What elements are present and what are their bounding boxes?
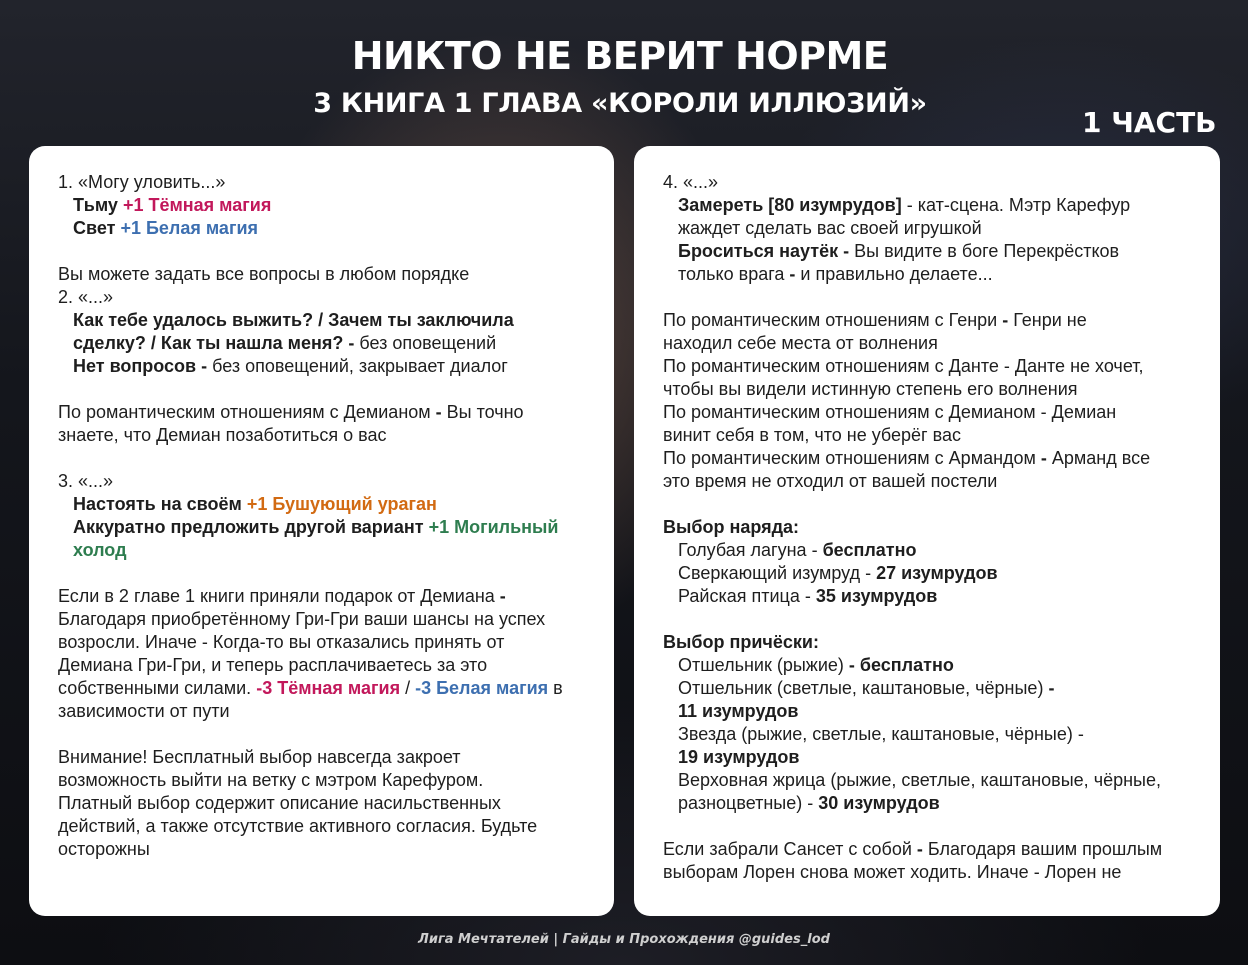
option-suggest-cont: холод: [73, 540, 127, 560]
romance-demian: По романтическим отношениям с Демианом - Вы точно: [58, 402, 524, 422]
romance-henry: По романтическим отношениям с Генри - Генри не: [663, 310, 1087, 330]
outfit-item: Райская птица - 35 изумрудов: [678, 586, 938, 606]
romance-demian-right: По романтическим отношениям с Демианом - Демиан: [663, 402, 1117, 422]
warning-line-5: осторожны: [58, 839, 150, 859]
warning-line-2: возможность выйти на ветку с мэтром Карефуром.: [58, 770, 484, 790]
romance-demian-cont: знаете, что Демиан позаботиться о вас: [58, 425, 387, 445]
romance-armand-cont: это время не отходил от вашей постели: [663, 471, 998, 491]
outfit-item: Сверкающий изумруд - 27 изумрудов: [678, 563, 998, 583]
hair-item: Отшельник (светлые, каштановые, чёрные) -: [678, 678, 1055, 698]
question-2: 2. «...»: [58, 287, 114, 307]
warning-line-1: Внимание! Бесплатный выбор навсегда закроет: [58, 747, 461, 767]
gift-line-2: Благодаря приобретённому Гри-Гри ваши шансы на успех: [58, 609, 546, 629]
hair-item-cont: разноцветные) - 30 изумрудов: [678, 793, 940, 813]
romance-dante-cont: чтобы вы видели истинную степень его волнения: [663, 379, 1078, 399]
hair-item-price: 11 изумрудов: [678, 701, 799, 721]
hair-item: Верховная жрица (рыжие, светлые, каштановые, чёрные,: [678, 770, 1161, 790]
option-flee-cont: только врага - и правильно делаете...: [678, 264, 993, 284]
gift-line-5: собственными силами. -3 Тёмная магия / -3 Белая магия в: [58, 678, 563, 698]
page-subtitle: 3 КНИГА 1 ГЛАВА «КОРОЛИ ИЛЛЮЗИЙ»: [313, 88, 927, 119]
romance-armand: По романтическим отношениям с Армандом - Арманд все: [663, 448, 1151, 468]
part-label: 1 ЧАСТЬ: [1082, 106, 1217, 139]
sunset-line-2: выборам Лорен снова может ходить. Иначе - Лорен не: [663, 862, 1122, 882]
note-any-order: Вы можете задать все вопросы в любом порядке: [58, 264, 470, 284]
page-title: НИКТО НЕ ВЕРИТ НОРМЕ: [351, 34, 889, 78]
right-card: [634, 146, 1220, 916]
sunset-condition: Если забрали Сансет с собой - Благодаря вашим прошлым: [663, 839, 1163, 859]
gift-line-6: зависимости от пути: [58, 701, 230, 721]
outfit-title: Выбор наряда:: [663, 517, 800, 537]
question-3: 3. «...»: [58, 471, 114, 491]
gift-line-3: возросли. Иначе - Когда-то вы отказались принять от: [58, 632, 505, 652]
option-freeze: Замереть [80 изумрудов] - кат-сцена. Мэтр Карефур: [678, 195, 1131, 215]
hair-title: Выбор причёски:: [663, 632, 819, 652]
romance-dante: По романтическим отношениям с Данте - Данте не хочет,: [663, 356, 1144, 376]
question-1: 1. «Могу уловить...»: [58, 172, 226, 192]
option-no-questions: Нет вопросов - без оповещений, закрывает диалог: [73, 356, 508, 376]
gift-condition: Если в 2 главе 1 книги приняли подарок от Демиана -: [58, 586, 506, 606]
option-flee: Броситься наутёк - Вы видите в боге Перекрёстков: [678, 241, 1120, 261]
option-ask-questions-cont: сделку? / Как ты нашла меня? - без оповещений: [73, 333, 497, 353]
option-light: Свет +1 Белая магия: [73, 218, 259, 238]
romance-demian-right-cont: винит себя в том, что не уберёг вас: [663, 425, 961, 445]
romance-henry-cont: находил себе места от волнения: [663, 333, 938, 353]
option-insist: Настоять на своём +1 Бушующий ураган: [73, 494, 437, 514]
option-freeze-cont: жаждет сделать вас своей игрушкой: [678, 218, 982, 238]
warning-line-3: Платный выбор содержит описание насильственных: [58, 793, 501, 813]
option-suggest: Аккуратно предложить другой вариант +1 Могильный: [73, 517, 559, 537]
footer-credit: Лига Мечтателей | Гайды и Прохождения @guides_lod: [418, 932, 830, 947]
outfit-item: Голубая лагуна - бесплатно: [678, 540, 917, 560]
hair-item: Звезда (рыжие, светлые, каштановые, чёрные) -: [678, 724, 1084, 744]
option-darkness: Тьму +1 Тёмная магия: [73, 195, 272, 215]
gift-line-4: Демиана Гри-Гри, и теперь расплачиваетесь за это: [58, 655, 488, 675]
warning-line-4: действий, а также отсутствие активного согласия. Будьте: [58, 816, 538, 836]
hair-item: Отшельник (рыжие) - бесплатно: [678, 655, 954, 675]
left-card: [29, 146, 614, 916]
hair-item-price: 19 изумрудов: [678, 747, 800, 767]
option-ask-questions: Как тебе удалось выжить? / Зачем ты заключила: [73, 310, 514, 330]
question-4: 4. «...»: [663, 172, 719, 192]
